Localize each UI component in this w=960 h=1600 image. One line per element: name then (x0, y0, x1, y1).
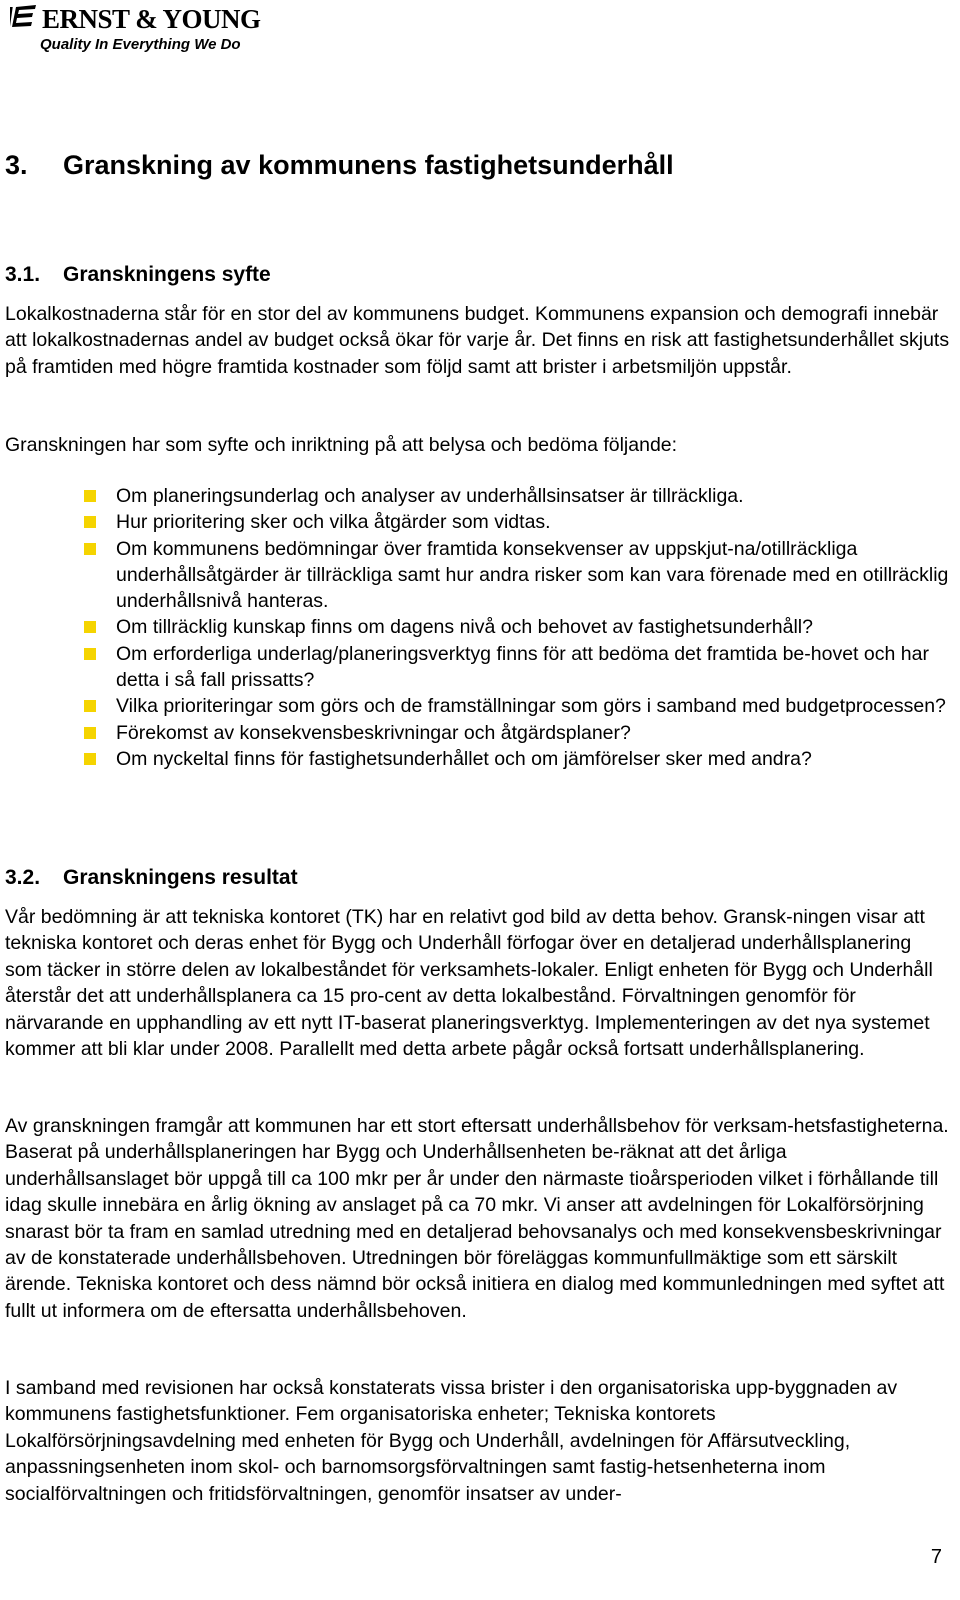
list-item: Vilka prioriteringar som görs och de framställningar som görs i samband med budgetprocessen? (5, 693, 950, 719)
yellow-square-bullet-icon (84, 727, 96, 739)
list-item: Hur prioritering sker och vilka åtgärder som vidtas. (5, 509, 950, 535)
list-item: Om nyckeltal finns för fastighetsunderhållet och om jämförelser sker med andra? (5, 746, 950, 772)
ey-logo-icon (10, 5, 36, 34)
section-3-2-paragraph-3: I samband med revisionen har också konstaterats vissa brister i den organisatoriska upp-byggnaden av kommunens fastighetsfunktioner. Fem organisatoriska enheter; Tekniska kontorets Lokalförsörjningsavdelning med enheten för Bygg och Underhåll, avdelningen för Affärsutveckling, anpassningsenheten inom skol- och barnomsorgsförvaltningen samt fastig-hetsenheterna inom socialförvaltningen och fritidsförvaltningen, genomför insatser av under- (5, 1377, 898, 1505)
page-number: 7 (930, 1546, 942, 1568)
section-3-title: Granskning av kommunens fastighetsunderhåll (63, 150, 674, 180)
ernst-young-logo (10, 4, 261, 53)
logo-tagline: Quality In Everything We Do (40, 36, 241, 53)
list-item: Om planeringsunderlag och analyser av underhållsinsatser är tillräckliga. (5, 483, 950, 509)
yellow-square-bullet-icon (84, 700, 96, 712)
yellow-square-bullet-icon (84, 621, 96, 633)
section-3-2-number: 3.2. (5, 866, 41, 889)
section-3-1-intro: Granskningen har som syfte och inriktning på att belysa och bedöma följande: (5, 434, 678, 456)
section-3-1-number: 3.1. (5, 263, 41, 286)
list-item: Om tillräcklig kunskap finns om dagens nivå och behovet av fastighetsunderhåll? (5, 614, 950, 640)
section-3-1-paragraph: Lokalkostnaderna står för en stor del av kommunens budget. Kommunens expansion och demografi innebär att lokalkostnadernas andel av budget också ökar för varje år. Det finns en risk att fastighetsunderhållet skjuts på framtiden med högre framtida kostnader som följd samt att brister i arbetsmiljön uppstår. (5, 303, 950, 378)
section-3-2-title: Granskningens resultat (63, 866, 298, 889)
section-3-heading (5, 150, 674, 181)
section-3-1-title: Granskningens syfte (63, 263, 271, 286)
section-3-2-paragraph-1: Vår bedömning är att tekniska kontoret (TK) har en relativt god bild av detta behov. Gransk-ningen visar att tekniska kontoret och deras enhet för Bygg och Underhåll förfogar över en detaljerad underhållsplanering som täcker in större delen av lokalbeståndet för verksamhets-lokaler. Enligt enheten för Bygg och Underhåll återstår det att underhållsplanera ca 15 pro-cent av detta lokalbestånd. Förvaltningen genomför för närvarande en upphandling av ett nytt IT-baserat planeringsverktyg. Implementeringen av det nya systemet kommer att bli klar under 2008. Parallellt med detta arbete pågår också fortsatt underhållsplanering. (5, 906, 933, 1061)
section-3-1-heading (5, 263, 271, 287)
yellow-square-bullet-icon (84, 490, 96, 502)
yellow-square-bullet-icon (84, 543, 96, 555)
list-item: Om kommunens bedömningar över framtida konsekvenser av uppskjut-na/otillräckliga underhållsåtgärder är tillräckliga samt hur andra risker som kan vara förenade med en otillräcklig underhållsnivå hanteras. (5, 536, 950, 615)
yellow-square-bullet-icon (84, 648, 96, 660)
section-3-number: 3. (5, 150, 28, 180)
yellow-square-bullet-icon (84, 516, 96, 528)
logo-name: ERNST & YOUNG (42, 4, 261, 34)
yellow-square-bullet-icon (84, 753, 96, 765)
list-item: Om erforderliga underlag/planeringsverktyg finns för att bedöma det framtida be-hovet och har detta i så fall prissatts? (5, 641, 950, 694)
section-3-2-paragraph-2: Av granskningen framgår att kommunen har ett stort eftersatt underhållsbehov för verksam-hetsfastigheterna. Baserat på underhållsplaneringen har Bygg och Underhållsenheten be-räknat att det årliga underhållsanslaget bör uppgå till ca 100 mkr per år under den närmaste tioårsperioden vilket i förhållande till idag skulle innebära en årlig ökning av anslaget på ca 70 mkr. Vi anser att avdelningen för Lokalförsörjning snarast bör ta fram en samlad utredning med en detaljerad behovsanalys och med konsekvensbeskrivningar av de konstaterade underhållsbehoven. Utredningen bör föreläggas kommunfullmäktige som ett särskilt ärende. Tekniska kontoret och dess nämnd bör också initiera en dialog med kommunledningen med syftet att fullt ut informera om de eftersatta underhållsbehoven. (5, 1115, 949, 1322)
section-3-2-heading (5, 866, 298, 890)
purpose-bullet-list (5, 483, 950, 772)
list-item: Förekomst av konsekvensbeskrivningar och åtgärdsplaner? (5, 720, 950, 746)
